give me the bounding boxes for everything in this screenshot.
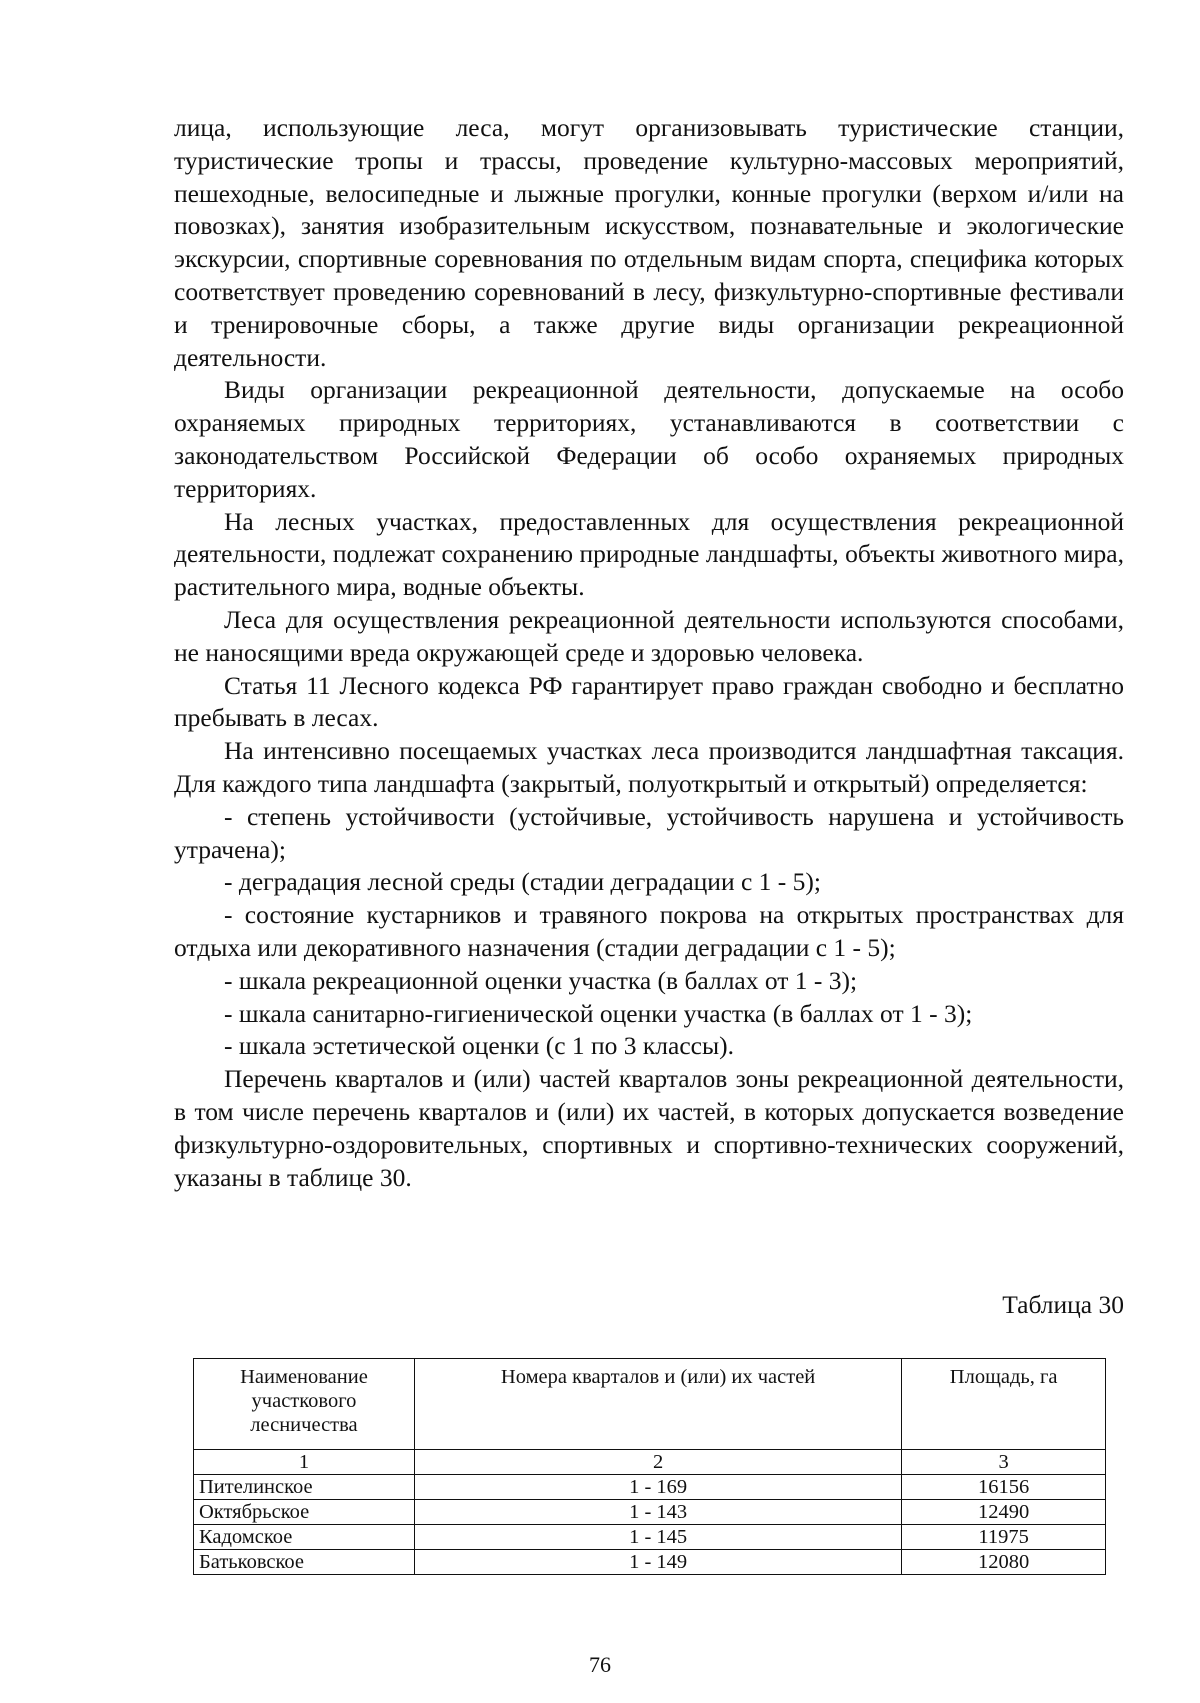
forestry-name: Пителинское (194, 1475, 415, 1500)
paragraph: Леса для осуществления рекреационной деятельности используются способами, не наносящими вреда окружающей среде и здоровью человека. (174, 604, 1124, 667)
table-header-row (194, 1359, 1106, 1450)
list-item: - деградация лесной среды (стадии деградации с 1 - 5); (224, 867, 821, 897)
list-item: - шкала санитарно-гигиенической оценки участка (в баллах от 1 - 3); (224, 998, 973, 1028)
column-number: 2 (414, 1450, 901, 1475)
forestry-table (193, 1358, 1106, 1575)
list-item: - степень устойчивости (устойчивые, устойчивость нарушена и устойчивость утрачена); (174, 801, 1124, 864)
body-text (174, 112, 1124, 1194)
forestry-name: Батьковское (194, 1550, 415, 1575)
column-number-row (194, 1450, 1106, 1475)
quarter-range: 1 - 149 (414, 1550, 901, 1575)
header-forestry-name: Наименование участкового лесничества (194, 1359, 415, 1450)
column-number: 1 (194, 1450, 415, 1475)
paragraph: На лесных участках, предоставленных для осуществления рекреационной деятельности, подлежат сохранению природные ландшафты, объекты животного мира, растительного мира, водные объекты. (174, 506, 1124, 602)
paragraph: Перечень кварталов и (или) частей кварталов зоны рекреационной деятельности, в том числе перечень кварталов и (или) их частей, в которых допускается возведение физкультурно-оздоровительных, спортивных и спортивно-технических сооружений, указаны в таблице 30. (174, 1064, 1124, 1192)
forestry-name: Кадомское (194, 1525, 415, 1550)
table-row (194, 1550, 1106, 1575)
table-row (194, 1475, 1106, 1500)
quarter-range: 1 - 169 (414, 1475, 901, 1500)
area-value: 12490 (902, 1500, 1106, 1525)
column-number: 3 (902, 1450, 1106, 1475)
list-item: - шкала эстетической оценки (с 1 по 3 классы). (224, 1031, 734, 1061)
paragraph: Виды организации рекреационной деятельности, допускаемые на особо охраняемых природных территориях, устанавливаются в соответствии с законодательством Российской Федерации об особо охраняемых природных территориях. (174, 375, 1124, 503)
list-item: - состояние кустарников и травяного покрова на открытых пространствах для отдыха или декоративного назначения (стадии деградации с 1 - 5); (174, 900, 1124, 962)
quarter-range: 1 - 145 (414, 1525, 901, 1550)
area-value: 12080 (902, 1550, 1106, 1575)
paragraph: Статья 11 Лесного кодекса РФ гарантирует право граждан свободно и бесплатно пребывать в лесах. (174, 670, 1124, 733)
paragraph-continuation: лица, использующие леса, могут организовывать туристические станции, туристические тропы и трассы, проведение культурно-массовых мероприятий, пешеходные, велосипедные и лыжные прогулки, конные прогулки (верхом и/или на повозках), занятия изобразительным искусством, познавательные и экологические экскурсии, спортивные соревнования по отдельным видам спорта, специфика которых соответствует проведению соревнований в лесу, физкультурно-спортивные фестивали и тренировочные сборы, а также другие виды организации рекреационной деятельности. (174, 113, 1124, 372)
table-row (194, 1525, 1106, 1550)
header-area: Площадь, га (902, 1359, 1106, 1450)
area-value: 11975 (902, 1525, 1106, 1550)
quarter-range: 1 - 143 (414, 1500, 901, 1525)
table-row (194, 1500, 1106, 1525)
area-value: 16156 (902, 1475, 1106, 1500)
page-number: 76 (589, 1652, 611, 1677)
list-item: - шкала рекреационной оценки участка (в баллах от 1 - 3); (224, 965, 858, 995)
table-caption: Таблица 30 (1002, 1290, 1124, 1319)
header-quarter-numbers: Номера кварталов и (или) их частей (414, 1359, 901, 1450)
forestry-name: Октябрьское (194, 1500, 415, 1525)
paragraph: На интенсивно посещаемых участках леса производится ландшафтная таксация. Для каждого типа ландшафта (закрытый, полуоткрытый и открытый) определяется: (174, 736, 1124, 798)
